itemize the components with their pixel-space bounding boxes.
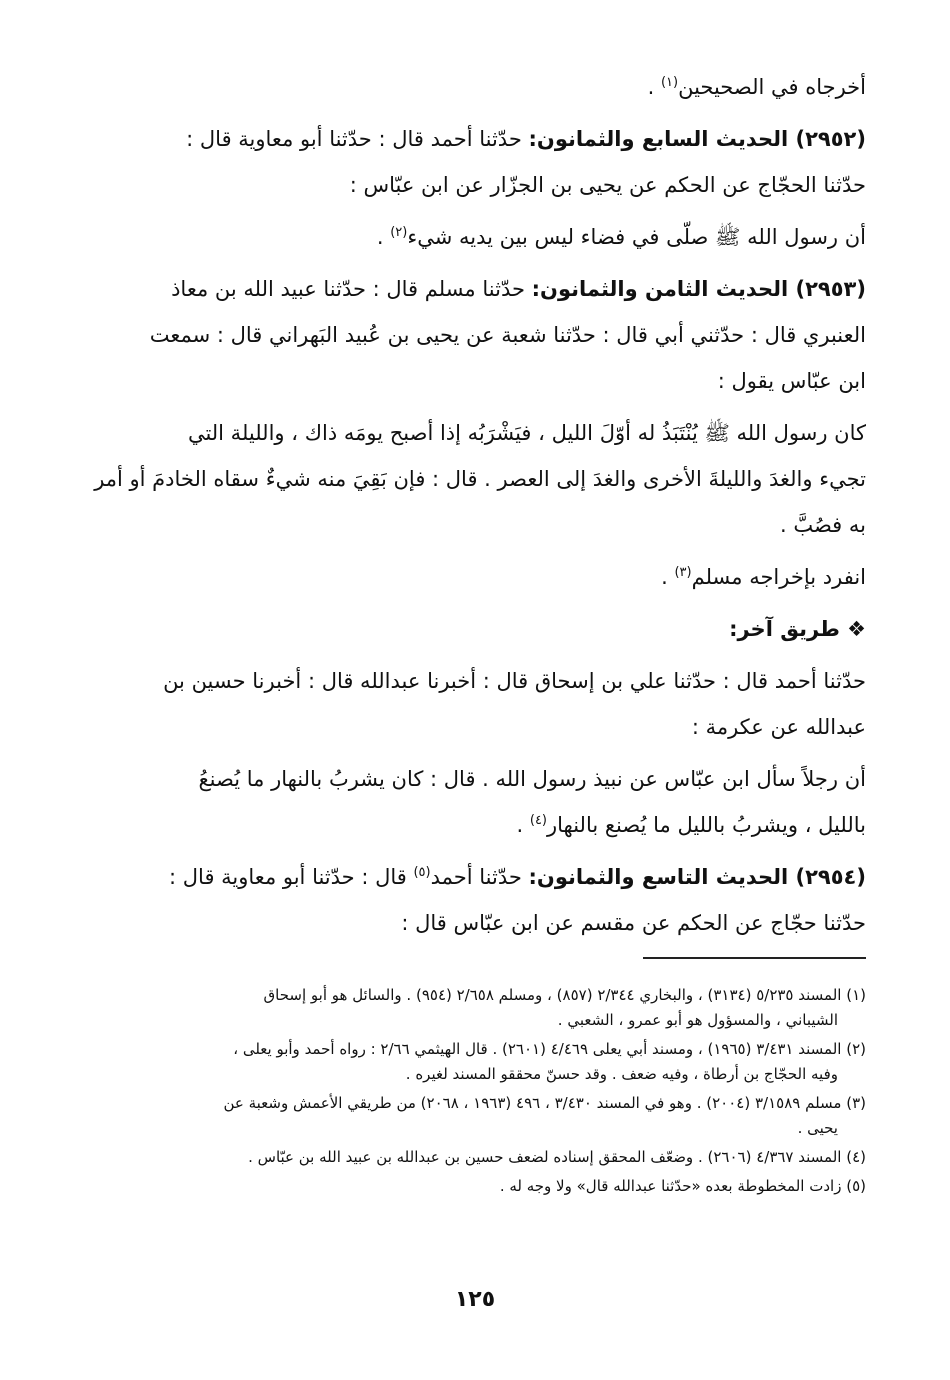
hadith-title: (٢٩٥٤) الحديث التاسع والثمانون: (528, 865, 866, 889)
isnad (100, 658, 866, 750)
footnote-marker[interactable]: (١) (660, 75, 679, 90)
hadith-matn (100, 756, 866, 848)
text-line: كان رسول الله ﷺ يُنْتَبَذُ له أوّلَ الليل ، فيَشْرَبُه إذا أصبح يومَه ذاك ، والليلة التي (187, 421, 866, 445)
hadith-header: (٢٩٥٢) الحديث السابع والثمانون: حدّثنا أحمد قال : حدّثنا أبو معاوية قال : (186, 127, 866, 151)
text-line: أن رسول الله ﷺ صلّى في فضاء ليس بين يديه شيء$^{(٢)}$ . (376, 225, 866, 249)
footnote-separator (643, 957, 866, 959)
hadith-2953 (100, 266, 866, 404)
text-line: أخرجاه في الصحيحين$^{(١)}$ . (647, 75, 866, 99)
footnotes (105, 983, 866, 1203)
footnote-3: (٣) مسلم ٣/١٥٨٩ (٢٠٠٤) . وهو في المسند ٣/٤٣٠ ، ٤٩٦ (١٩٦٣ ، ٢٠٦٨) من طريقي الأعمش وشعبة عن يحيى . (223, 1094, 866, 1137)
page-number: ١٢٥ (454, 1287, 496, 1312)
text-line: ابن عبّاس يقول : (717, 369, 866, 393)
hadith-matn (94, 410, 866, 548)
paragraph-intro (100, 64, 866, 110)
footnote-2: (٢) المسند ٣/٤٣١ (١٩٦٥) ، ومسند أبي يعلى ٤/٤٦٩ (٢٦٠١) . قال الهيثمي ٢/٦٦ : رواه أحمد وأبو يعلى ، وفيه الحجّاج بن أرطاة ، وفيه ضعف . وقد حسنّ محققو المسند لغيره . (233, 1040, 866, 1083)
section-heading (100, 606, 866, 652)
hadith-title: (٢٩٥٣) الحديث الثامن والثمانون: (531, 277, 866, 301)
text-line: حدّثنا الحجّاج عن الحكم عن يحيى بن الجزّار عن ابن عبّاس : (349, 173, 866, 197)
hadith-header: (٢٩٥٣) الحديث الثامن والثمانون: حدّثنا مسلم قال : حدّثنا عبيد الله بن معاذ (171, 277, 866, 301)
footnote-4: (٤) المسند ٤/٣٦٧ (٢٦٠٦) . وضعّف المحقق إسناده لضعف حسين بن عبدالله بن عبيد الله بن عبّاس . (248, 1148, 866, 1166)
text-line: العنبري قال : حدّثني أبي قال : حدّثنا شعبة عن يحيى بن عُبيد البَهراني قال : سمعت (149, 323, 866, 347)
footnote-1: (١) المسند ٥/٢٣٥ (٣١٣٤) ، والبخاري ٢/٣٤٤ (٨٥٧) ، ومسلم ٢/٦٥٨ (٩٥٤) . والسائل هو أبو إسحاق الشيباني ، والمسؤول هو أبو عمرو ، الشعبي . (263, 986, 866, 1029)
hadith-header: (٢٩٥٤) الحديث التاسع والثمانون: حدّثنا أحمد$^{(٥)}$ قال : حدّثنا أبو معاوية قال : (169, 865, 866, 889)
text-line: حدّثنا أحمد قال : حدّثنا علي بن إسحاق قال : أخبرنا عبدالله قال : أخبرنا حسين بن (163, 669, 866, 693)
footnote-marker[interactable]: (٥) (413, 865, 431, 880)
tariq-heading: ❖ طريق آخر: (729, 617, 866, 641)
footnote-marker[interactable]: (٤) (529, 813, 547, 828)
text-line: بالليل ، ويشربُ بالليل ما يُصنع بالنهار$^{(٤)}$ . (516, 813, 866, 837)
hadith-2954 (100, 854, 866, 946)
footnote-marker[interactable]: (٢) (390, 225, 408, 240)
text-line: انفرد بإخراجه مسلم$^{(٣)}$ . (661, 565, 866, 589)
text-line: عبدالله عن عكرمة : (691, 715, 866, 739)
text-line: تجيء والغدَ والليلةَ الأخرى والغدَ إلى العصر . قال : فإن بَقِيَ منه شيءٌ سقاه الخادمَ أو أمر (94, 467, 866, 491)
text-line: به فصُبَّ . (780, 513, 866, 537)
footnote-marker[interactable]: (٣) (674, 565, 692, 580)
hadith-title: (٢٩٥٢) الحديث السابع والثمانون: (528, 127, 866, 151)
main-text (94, 64, 866, 952)
hadith-matn (100, 214, 866, 260)
hadith-2952 (100, 116, 866, 208)
takhrij-note (100, 554, 866, 600)
text-line: حدّثنا حجّاج عن الحكم عن مقسم عن ابن عبّاس قال : (401, 911, 866, 935)
text-line: أن رجلاً سأل ابن عبّاس عن نبيذ رسول الله . قال : كان يشربُ بالنهار ما يُصنعُ (198, 767, 866, 791)
footnote-5: (٥) زادت المخطوطة بعده «حدّثنا عبدالله قال» ولا وجه له . (499, 1177, 866, 1195)
